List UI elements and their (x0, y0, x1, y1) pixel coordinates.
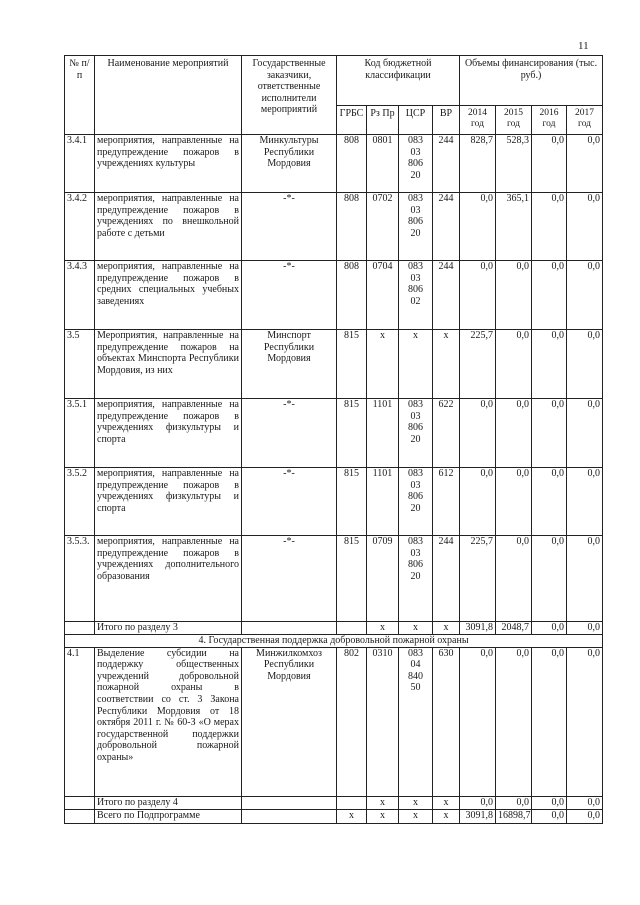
row-value-2015: 16898,7 (496, 809, 532, 823)
row-value-2015: 0,0 (496, 261, 532, 330)
row-number: 3.5.1 (65, 399, 95, 468)
row-value-2014: 3091,8 (460, 809, 496, 823)
table-row (65, 796, 603, 809)
row-number: 3.5.2 (65, 468, 95, 536)
row-number: 3.5.3. (65, 536, 95, 622)
row-number: 3.4.2 (65, 193, 95, 261)
row-value-2014: 0,0 (460, 796, 496, 809)
row-grbs (337, 796, 367, 809)
row-rzpr: 0310 (367, 647, 399, 796)
row-value-2014: 0,0 (460, 647, 496, 796)
row-rzpr: x (367, 796, 399, 809)
financing-table (64, 55, 603, 824)
row-value-2017: 0,0 (567, 809, 603, 823)
row-number (65, 809, 95, 823)
row-value-2014: 0,0 (460, 193, 496, 261)
page-number: 11 (578, 40, 589, 52)
row-grbs: 815 (337, 399, 367, 468)
row-value-2017: 0,0 (567, 796, 603, 809)
row-rzpr: x (367, 809, 399, 823)
row-customer: -*- (242, 193, 337, 261)
row-value-2015: 0,0 (496, 468, 532, 536)
row-grbs: 808 (337, 135, 367, 193)
row-number: 4.1 (65, 647, 95, 796)
row-rzpr: x (367, 622, 399, 635)
row-value-2016: 0,0 (532, 468, 567, 536)
row-csr: 083 03 806 20 (399, 399, 433, 468)
row-rzpr: 1101 (367, 399, 399, 468)
row-value-2017: 0,0 (567, 468, 603, 536)
row-grbs: 815 (337, 468, 367, 536)
row-customer (242, 809, 337, 823)
row-value-2016: 0,0 (532, 261, 567, 330)
header-year-2017: 2017 год (567, 106, 603, 135)
table-row (65, 261, 603, 330)
row-value-2017: 0,0 (567, 536, 603, 622)
row-vr: x (433, 809, 460, 823)
row-value-2017: 0,0 (567, 622, 603, 635)
row-vr: x (433, 330, 460, 399)
row-grbs: 808 (337, 193, 367, 261)
header-rzpr: Рз Пр (367, 106, 399, 135)
section-4-rows (65, 647, 603, 823)
row-number: 3.4.3 (65, 261, 95, 330)
table-row (65, 536, 603, 622)
row-customer: Минспорт Республики Мордовия (242, 330, 337, 399)
section-3-rows (65, 135, 603, 635)
row-csr: x (399, 809, 433, 823)
row-grbs (337, 622, 367, 635)
row-value-2014: 0,0 (460, 399, 496, 468)
table-row (65, 330, 603, 399)
row-value-2014: 225,7 (460, 330, 496, 399)
header-vr: ВР (433, 106, 460, 135)
row-vr: 622 (433, 399, 460, 468)
row-name: мероприятия, направленные на предупреждение пожаров в учреждениях физкультуры и спорта (95, 468, 242, 536)
row-name: Всего по Подпрограмме (95, 809, 242, 823)
row-value-2016: 0,0 (532, 622, 567, 635)
row-vr: 244 (433, 536, 460, 622)
header-budget-code: Код бюджетной классификации (337, 56, 460, 106)
table-row (65, 809, 603, 823)
row-vr: 612 (433, 468, 460, 536)
table-row (65, 193, 603, 261)
row-vr: x (433, 622, 460, 635)
table-row (65, 622, 603, 635)
row-name: Выделение субсидии на поддержку общественных учреждений добровольной пожарной охраны в соответствии со ст. 3 Закона Республики Мордовия от 18 октября 2011 г. № 60-З «О мерах государственной поддержки добровольной пожарной охраны» (95, 647, 242, 796)
row-number: 3.5 (65, 330, 95, 399)
row-value-2017: 0,0 (567, 647, 603, 796)
header-name: Наименование мероприятий (95, 56, 242, 135)
row-rzpr: 1101 (367, 468, 399, 536)
header-year-2014: 2014 год (460, 106, 496, 135)
table-row (65, 468, 603, 536)
row-value-2017: 0,0 (567, 135, 603, 193)
table-row (65, 647, 603, 796)
row-value-2016: 0,0 (532, 330, 567, 399)
row-name: Итого по разделу 3 (95, 622, 242, 635)
row-vr: 244 (433, 135, 460, 193)
header-financing: Объемы финансирования (тыс. руб.) (460, 56, 603, 106)
table-row (65, 135, 603, 193)
row-rzpr: 0704 (367, 261, 399, 330)
row-customer: -*- (242, 468, 337, 536)
row-csr: 083 03 806 20 (399, 135, 433, 193)
row-csr: 083 04 840 50 (399, 647, 433, 796)
row-customer (242, 796, 337, 809)
row-customer: -*- (242, 261, 337, 330)
row-vr: 244 (433, 261, 460, 330)
row-csr: 083 03 806 20 (399, 193, 433, 261)
row-number: 3.4.1 (65, 135, 95, 193)
row-value-2017: 0,0 (567, 330, 603, 399)
row-rzpr: 0702 (367, 193, 399, 261)
row-customer: -*- (242, 399, 337, 468)
row-value-2014: 828,7 (460, 135, 496, 193)
row-value-2017: 0,0 (567, 399, 603, 468)
row-name: мероприятия, направленные на предупреждение пожаров в учреждениях физкультуры и спорта (95, 399, 242, 468)
row-value-2014: 0,0 (460, 468, 496, 536)
row-rzpr: 0801 (367, 135, 399, 193)
row-value-2015: 0,0 (496, 796, 532, 809)
row-value-2014: 225,7 (460, 536, 496, 622)
row-value-2016: 0,0 (532, 193, 567, 261)
row-name: мероприятия, направленные на предупреждение пожаров в учреждениях по внешкольной работе с детьми (95, 193, 242, 261)
row-csr: x (399, 796, 433, 809)
row-grbs: x (337, 809, 367, 823)
row-csr: x (399, 330, 433, 399)
header-csr: ЦСР (399, 106, 433, 135)
row-customer (242, 622, 337, 635)
row-name: Мероприятия, направленные на предупреждение пожаров на объектах Минспорта Республики Мордовия, из них (95, 330, 242, 399)
row-grbs: 815 (337, 330, 367, 399)
row-value-2016: 0,0 (532, 647, 567, 796)
header-num: № п/п (65, 56, 95, 135)
row-value-2016: 0,0 (532, 809, 567, 823)
row-vr: 630 (433, 647, 460, 796)
row-number (65, 796, 95, 809)
row-value-2017: 0,0 (567, 193, 603, 261)
row-grbs: 815 (337, 536, 367, 622)
row-vr: x (433, 796, 460, 809)
row-value-2015: 0,0 (496, 647, 532, 796)
row-vr: 244 (433, 193, 460, 261)
row-csr: x (399, 622, 433, 635)
row-name: мероприятия, направленные на предупреждение пожаров в учреждениях культуры (95, 135, 242, 193)
row-name: Итого по разделу 4 (95, 796, 242, 809)
row-value-2015: 528,3 (496, 135, 532, 193)
table-row (65, 399, 603, 468)
row-value-2017: 0,0 (567, 261, 603, 330)
row-name: мероприятия, направленные на предупреждение пожаров в учреждениях дополнительного образования (95, 536, 242, 622)
row-grbs: 802 (337, 647, 367, 796)
row-value-2015: 2048,7 (496, 622, 532, 635)
row-customer: Минжилкомхоз Республики Мордовия (242, 647, 337, 796)
row-value-2014: 3091,8 (460, 622, 496, 635)
row-value-2015: 0,0 (496, 399, 532, 468)
header-grbs: ГРБС (337, 106, 367, 135)
row-value-2016: 0,0 (532, 399, 567, 468)
row-rzpr: 0709 (367, 536, 399, 622)
row-customer: -*- (242, 536, 337, 622)
row-value-2016: 0,0 (532, 536, 567, 622)
row-customer: Минкультуры Республики Мордовия (242, 135, 337, 193)
row-value-2015: 365,1 (496, 193, 532, 261)
row-number (65, 622, 95, 635)
row-rzpr: x (367, 330, 399, 399)
row-csr: 083 03 806 20 (399, 536, 433, 622)
row-value-2015: 0,0 (496, 536, 532, 622)
row-csr: 083 03 806 02 (399, 261, 433, 330)
row-value-2016: 0,0 (532, 796, 567, 809)
row-value-2016: 0,0 (532, 135, 567, 193)
row-value-2014: 0,0 (460, 261, 496, 330)
header-year-2016: 2016 год (532, 106, 567, 135)
header-year-2015: 2015 год (496, 106, 532, 135)
row-value-2015: 0,0 (496, 330, 532, 399)
row-name: мероприятия, направленные на предупреждение пожаров в средних специальных учебных заведениях (95, 261, 242, 330)
header-customers: Государственные заказчики, ответственные исполнители мероприятий (242, 56, 337, 135)
section-4-title: 4. Государственная поддержка добровольной пожарной охраны (65, 635, 603, 648)
row-grbs: 808 (337, 261, 367, 330)
row-csr: 083 03 806 20 (399, 468, 433, 536)
